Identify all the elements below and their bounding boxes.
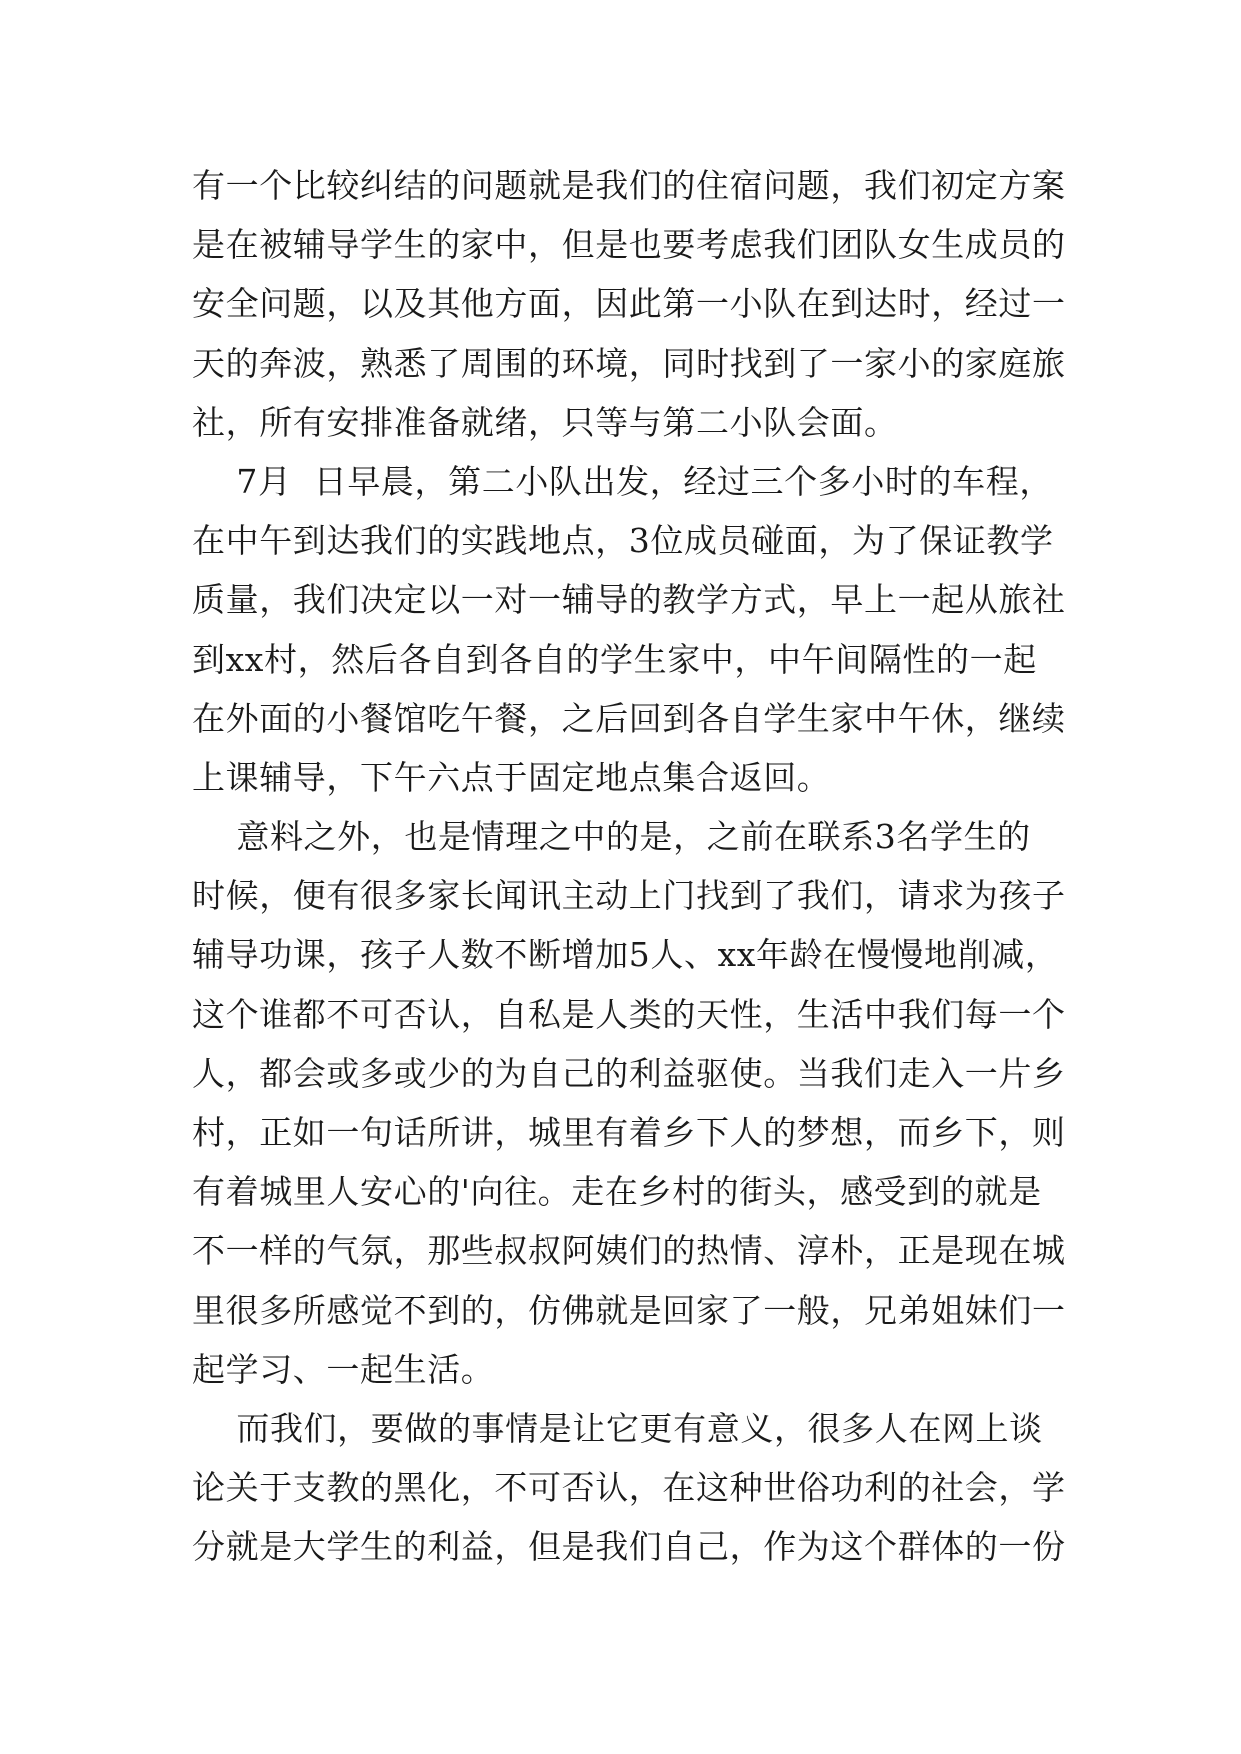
text-line: 到xx村，然后各自到各自的学生家中，中午间隔性的一起 [192, 639, 1037, 679]
text-line: 分就是大学生的利益，但是我们自己，作为这个群体的一份 [192, 1527, 1066, 1567]
text-line: 7月 日早晨，第二小队出发，经过三个多小时的车程， [192, 461, 1053, 501]
text-line: 在外面的小餐馆吃午餐，之后回到各自学生家中午休，继续 [192, 698, 1066, 738]
text-line: 有着城里人安心的'向往。走在乡村的街头，感受到的就是 [192, 1172, 1042, 1212]
text-line: 不一样的气氛，那些叔叔阿姨们的热情、淳朴，正是现在城 [192, 1231, 1066, 1271]
text-line: 起学习、一起生活。 [192, 1349, 495, 1389]
text-line: 里很多所感觉不到的，仿佛就是回家了一般，兄弟姐妹们一 [192, 1290, 1066, 1330]
text-line: 意料之外，也是情理之中的是，之前在联系3名学生的 [192, 817, 1031, 857]
text-line: 上课辅导，下午六点于固定地点集合返回。 [192, 757, 831, 797]
text-line: 辅导功课，孩子人数不断增加5人、xx年龄在慢慢地削减， [192, 935, 1059, 975]
text-line: 天的奔波，熟悉了周围的环境，同时找到了一家小的家庭旅 [192, 343, 1066, 383]
text-line: 时候，便有很多家长闻讯主动上门找到了我们，请求为孩子 [192, 876, 1066, 916]
body-text [192, 156, 1066, 1577]
text-line: 有一个比较纠结的问题就是我们的住宿问题，我们初定方案 [192, 166, 1066, 205]
text-line: 而我们，要做的事情是让它更有意义，很多人在网上谈 [192, 1408, 1043, 1448]
text-line: 社，所有安排准备就绪，只等与第二小队会面。 [192, 402, 898, 442]
text-line: 在中午到达我们的实践地点，3位成员碰面，为了保证教学 [192, 521, 1054, 561]
text-line: 村，正如一句话所讲，城里有着乡下人的梦想，而乡下，则 [192, 1113, 1066, 1152]
text-line: 质量，我们决定以一对一辅导的教学方式，早上一起从旅社 [192, 580, 1066, 620]
text-line: 是在被辅导学生的家中，但是也要考虑我们团队女生成员的 [192, 225, 1066, 265]
text-line: 人，都会或多或少的为自己的利益驱使。当我们走入一片乡 [192, 1053, 1066, 1093]
text-line: 论关于支教的黑化，不可否认，在这种世俗功利的社会，学 [192, 1468, 1066, 1508]
text-line: 安全问题，以及其他方面，因此第一小队在到达时，经过一 [192, 284, 1066, 324]
text-line: 这个谁都不可否认，自私是人类的天性，生活中我们每一个 [192, 994, 1066, 1034]
